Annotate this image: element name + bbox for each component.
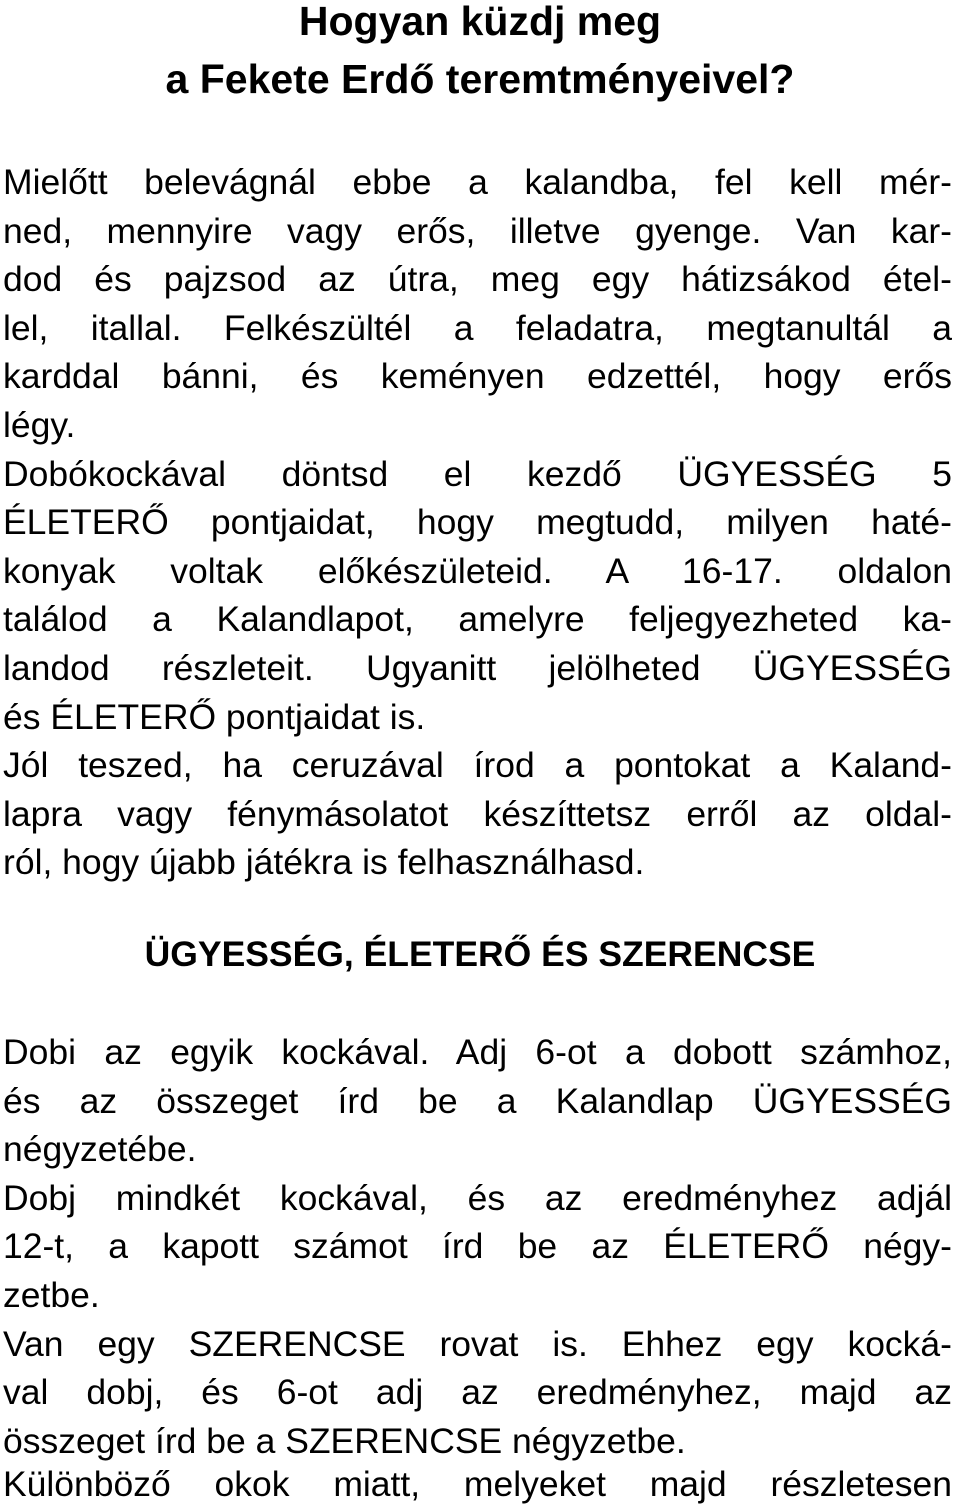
page-title-line-2: a Fekete Erdő teremtményeivel? — [165, 56, 795, 102]
section-line: összeget írd be a SZERENCSE négyzetbe. — [3, 1420, 686, 1461]
intro-line: dod és pajzsod az útra, meg egy hátizsákod étel- — [3, 259, 952, 300]
section-line: négyzetébe. — [3, 1129, 197, 1170]
section-line: 12-t, a kapott számot írd be az ÉLETERŐ négy- — [3, 1226, 952, 1267]
intro-line: és ÉLETERŐ pontjaidat is. — [3, 696, 426, 737]
page-title-line-1: Hogyan küzdj meg — [298, 0, 662, 44]
intro-line: Jól teszed, ha ceruzával írod a pontokat a Kaland- — [3, 745, 952, 786]
intro-line: ról, hogy újabb játékra is felhasználhasd. — [3, 842, 645, 883]
section-line: és az összeget írd be a Kalandlap ÜGYESSÉG — [3, 1080, 952, 1121]
intro-line: Mielőtt belevágnál ebbe a kalandba, fel kell mér- — [3, 162, 952, 202]
section-line: Dobj mindkét kockával, és az eredményhez adjál — [3, 1177, 952, 1218]
intro-line: ÉLETERŐ pontjaidat, hogy megtudd, milyen haté- — [3, 502, 952, 543]
section-line: val dobj, és 6-ot adj az eredményhez, majd az — [3, 1372, 952, 1413]
intro-line: lel, itallal. Felkészültél a feladatra, megtanultál a — [3, 307, 952, 348]
intro-line: konyak voltak előkészületeid. A 16-17. oldalon — [3, 550, 952, 591]
intro-line: karddal bánni, és keményen edzettél, hogy erős — [3, 356, 952, 397]
section-line: zetbe. — [3, 1275, 100, 1315]
intro-line: légy. — [3, 405, 76, 445]
section-line: Dobi az egyik kockával. Adj 6-ot a dobott számhoz, — [3, 1032, 952, 1072]
intro-line: landod részleteit. Ugyanitt jelölheted ÜGYESSÉG — [3, 648, 952, 688]
intro-line: találod a Kalandlapot, amelyre feljegyezheted ka- — [3, 599, 952, 640]
section-line: Különböző okok miatt, melyeket majd részletesen — [3, 1464, 952, 1505]
intro-line: ned, mennyire vagy erős, illetve gyenge. Van kar- — [3, 210, 952, 251]
section-line: Van egy SZERENCSE rovat is. Ehhez egy kocká- — [3, 1323, 952, 1364]
intro-line: lapra vagy fénymásolatot készíttetsz erről az oldal- — [3, 793, 952, 834]
section-heading: ÜGYESSÉG, ÉLETERŐ ÉS SZERENCSE — [144, 934, 816, 974]
intro-line: Dobókockával döntsd el kezdő ÜGYESSÉG 5 — [3, 453, 952, 494]
